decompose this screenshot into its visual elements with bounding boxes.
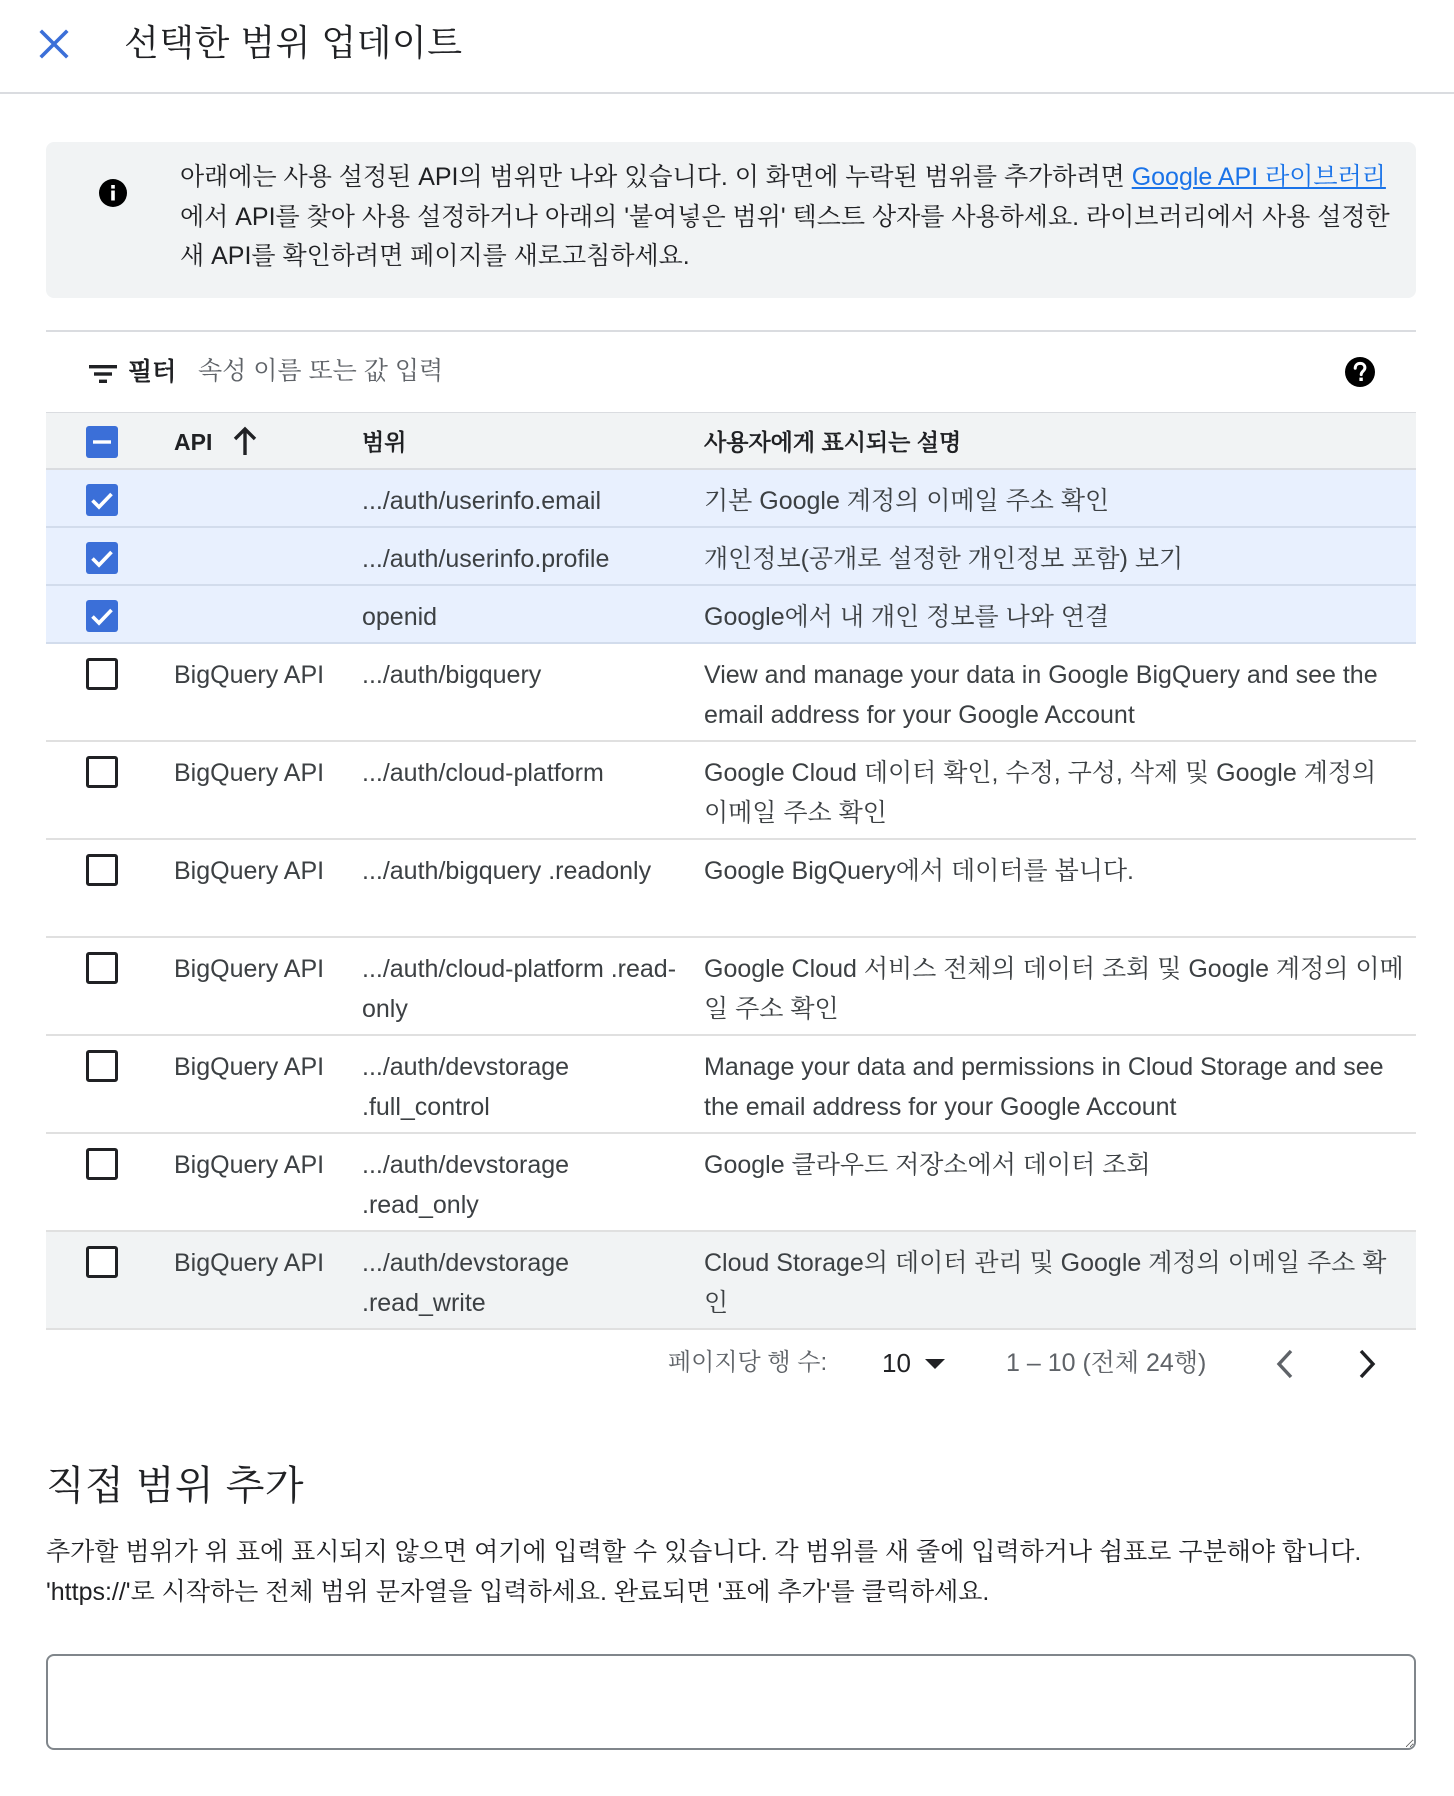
row-checkbox[interactable] xyxy=(86,658,118,690)
indeterminate-icon xyxy=(86,426,118,458)
table-row[interactable] xyxy=(46,644,1416,742)
info-icon xyxy=(98,178,128,208)
cell-api: BigQuery API xyxy=(174,661,325,689)
table-row[interactable] xyxy=(46,1134,1416,1232)
cell-description: Google Cloud 데이터 확인, 수정, 구성, 삭제 및 Google 계정의 이메일 주소 확인 xyxy=(704,759,1377,827)
info-text-before: 아래에는 사용 설정된 API의 범위만 나와 있습니다. 이 화면에 누락된 범위를 추가하려면 xyxy=(180,163,1132,191)
table-row[interactable] xyxy=(46,742,1416,840)
row-checkbox[interactable] xyxy=(86,1148,118,1180)
cell-scope: .../auth/devstorage .full_control xyxy=(362,1053,570,1121)
select-all-checkbox[interactable] xyxy=(86,426,118,458)
dialog-title: 선택한 범위 업데이트 xyxy=(124,22,463,63)
column-header-scope: 범위 xyxy=(362,429,407,455)
help-icon[interactable] xyxy=(1344,356,1376,388)
manual-scopes-textarea[interactable] xyxy=(46,1654,1416,1750)
cell-description: Manage your data and permissions in Cloud Storage and see the email address for your Google Account xyxy=(704,1053,1384,1121)
manual-scopes-title: 직접 범위 추가 xyxy=(46,1464,305,1508)
checkmark-icon xyxy=(86,484,118,516)
cell-description: Cloud Storage의 데이터 관리 및 Google 계정의 이메일 주소 확인 xyxy=(704,1249,1387,1317)
table-row[interactable] xyxy=(46,586,1416,644)
cell-description: View and manage your data in Google BigQuery and see the email address for your Google Account xyxy=(704,661,1378,729)
dropdown-arrow-icon[interactable] xyxy=(924,1358,946,1370)
cell-scope: .../auth/bigquery xyxy=(362,661,542,689)
table-row[interactable] xyxy=(46,1232,1416,1330)
cell-scope: openid xyxy=(362,603,438,631)
cell-scope: .../auth/cloud-platform .read-only xyxy=(362,955,677,1023)
page-range: 1 – 10 (전체 24행) xyxy=(1006,1349,1207,1377)
row-checkbox[interactable] xyxy=(86,1050,118,1082)
cell-description: 개인정보(공개로 설정한 개인정보 포함) 보기 xyxy=(704,545,1184,573)
cell-api: BigQuery API xyxy=(174,759,325,787)
cell-scope: .../auth/userinfo.profile xyxy=(362,545,610,573)
rows-per-page-label: 페이지당 행 수: xyxy=(668,1349,828,1376)
cell-scope: .../auth/cloud-platform xyxy=(362,759,604,787)
cell-api: BigQuery API xyxy=(174,1249,325,1277)
chevron-left-icon[interactable] xyxy=(1268,1346,1304,1382)
row-checkbox[interactable] xyxy=(86,600,118,632)
filter-input[interactable] xyxy=(198,350,1098,392)
row-checkbox[interactable] xyxy=(86,542,118,574)
manual-scopes-description: 추가할 범위가 위 표에 표시되지 않으면 여기에 입력할 수 있습니다. 각 범위를 새 줄에 입력하거나 쉼표로 구분해야 합니다. 'https://'로 시작하는 전체 범위 문자열을 입력하세요. 완료되면 '표에 추가'를 클릭하세요. xyxy=(46,1538,1362,1606)
close-icon xyxy=(36,26,72,62)
info-banner xyxy=(46,142,1416,298)
dialog-header xyxy=(0,0,1454,94)
cell-scope: .../auth/bigquery .readonly xyxy=(362,857,652,885)
cell-description: Google BigQuery에서 데이터를 봅니다. xyxy=(704,857,1134,885)
table-row[interactable] xyxy=(46,938,1416,1036)
cell-api: BigQuery API xyxy=(174,857,325,885)
cell-description: 기본 Google 계정의 이메일 주소 확인 xyxy=(704,487,1110,515)
row-checkbox[interactable] xyxy=(86,1246,118,1278)
pagination xyxy=(46,1330,1416,1396)
table-header xyxy=(46,412,1416,470)
cell-scope: .../auth/userinfo.email xyxy=(362,487,602,515)
chevron-right-icon[interactable] xyxy=(1348,1346,1384,1382)
cell-description: Google Cloud 서비스 전체의 데이터 조회 및 Google 계정의 이메일 주소 확인 xyxy=(704,955,1404,1023)
google-api-library-link[interactable]: Google API 라이브러리 xyxy=(1131,163,1386,191)
column-header-description: 사용자에게 표시되는 설명 xyxy=(704,429,962,455)
filter-icon[interactable] xyxy=(88,362,118,386)
table-row[interactable] xyxy=(46,840,1416,938)
table-row[interactable] xyxy=(46,528,1416,586)
row-checkbox[interactable] xyxy=(86,484,118,516)
scopes-table xyxy=(46,412,1416,1330)
column-header-api[interactable]: API xyxy=(174,429,213,455)
arrow-upward-icon[interactable] xyxy=(230,425,260,457)
info-text xyxy=(180,158,1390,277)
cell-api: BigQuery API xyxy=(174,1151,325,1179)
cell-api: BigQuery API xyxy=(174,955,325,983)
cell-scope: .../auth/devstorage .read_only xyxy=(362,1151,570,1219)
cell-description: Google에서 내 개인 정보를 나와 연결 xyxy=(704,603,1110,631)
cell-scope: .../auth/devstorage .read_write xyxy=(362,1249,570,1317)
info-text-after: 에서 API를 찾아 사용 설정하거나 아래의 '붙여넣은 범위' 텍스트 상자를 사용하세요. 라이브러리에서 사용 설정한 새 API를 확인하려면 페이지를 새로고침하세요. xyxy=(180,202,1390,270)
cell-description: Google 클라우드 저장소에서 데이터 조회 xyxy=(704,1151,1151,1179)
rows-per-page-select[interactable]: 10 xyxy=(882,1348,911,1378)
close-button[interactable] xyxy=(36,26,72,62)
filter-bar xyxy=(46,330,1416,412)
row-checkbox[interactable] xyxy=(86,854,118,886)
row-checkbox[interactable] xyxy=(86,952,118,984)
row-checkbox[interactable] xyxy=(86,756,118,788)
table-row[interactable] xyxy=(46,1036,1416,1134)
filter-label: 필터 xyxy=(128,358,177,386)
cell-api: BigQuery API xyxy=(174,1053,325,1081)
checkmark-icon xyxy=(86,600,118,632)
table-row[interactable] xyxy=(46,470,1416,528)
checkmark-icon xyxy=(86,542,118,574)
